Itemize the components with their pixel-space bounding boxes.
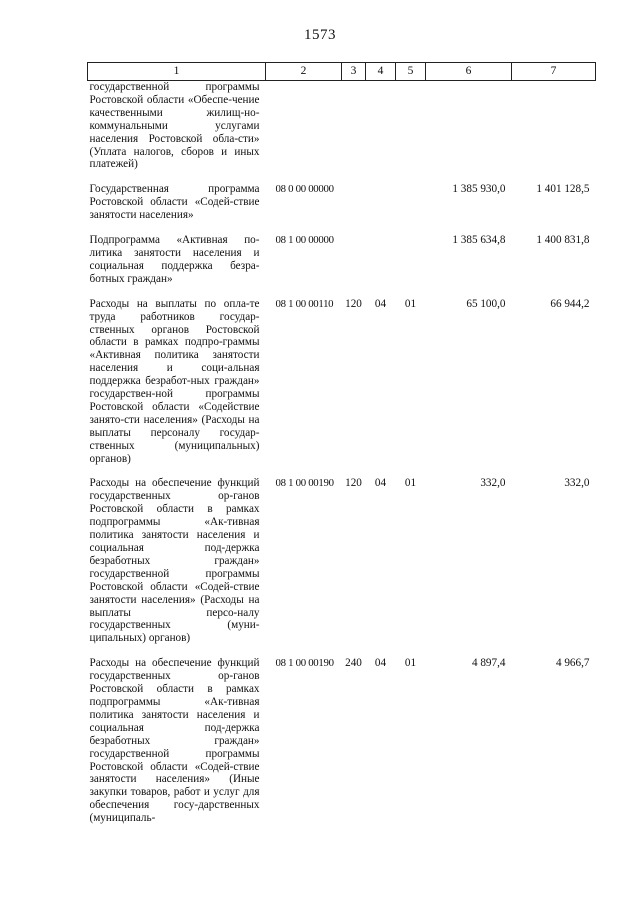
page-number: 1573 <box>304 27 336 43</box>
row-name: Расходы на выплаты по опла-те труда работников государ-ственных органов Ростовской области в рамках подпро-граммы «Активная политика занятости населения и соци-альная поддержка безработ-ных граждан» государствен-ной программы Ростовской области «Содействие занято-сти населения» (Расходы на выплаты персоналу государ-ственных (муниципальных) органов) <box>89 297 260 465</box>
row-code: 08 0 00 00000 <box>275 183 334 196</box>
row-name: Расходы на обеспечение функций государственных ор-ганов Ростовской области в рамках подпрограммы «Ак-тивная политика занятости населения и социальная под-держка безработных граждан» государственной программы Ростовской области «Содей-ствие занятости населения» (Иные закупки товаров, работ и услуг для обеспечения госу-дарственных (муниципаль- <box>89 657 260 825</box>
row-name: Расходы на обеспечение функций государственных ор-ганов Ростовской области в рамках подпрограммы «Ак-тивная политика занятости населения и социальная под-держка безработных граждан» государственной программы Ростовской области «Содей-ствие занятости населения» (Расходы на выплаты персо-налу государственных (муни-ципальных) органов) <box>89 477 260 645</box>
row-subsection: 01 <box>404 297 417 310</box>
row-amount-year2: 332,0 <box>564 477 590 490</box>
row-amount-year2: 66 944,2 <box>550 297 590 310</box>
header-col-3: 3 <box>342 63 366 81</box>
row-code: 08 1 00 00110 <box>275 297 334 310</box>
row-code: 08 1 00 00000 <box>275 234 334 247</box>
row-section: 04 <box>374 477 387 490</box>
header-col-1: 1 <box>88 63 266 81</box>
row-expense-type: 120 <box>345 477 362 490</box>
table-row <box>88 657 596 825</box>
table-row <box>88 477 596 645</box>
header-col-6: 6 <box>426 63 512 81</box>
header-col-5: 5 <box>396 63 426 81</box>
row-section <box>366 234 396 286</box>
row-amount-year1: 332,0 <box>480 477 506 490</box>
row-expense-type: 240 <box>345 657 362 670</box>
table-row <box>88 234 596 286</box>
row-code: 08 1 00 00190 <box>275 657 334 670</box>
row-code <box>266 81 342 172</box>
row-section <box>366 81 396 172</box>
row-amount-year2: 1 400 831,8 <box>536 234 590 247</box>
row-amount-year2: 4 966,7 <box>555 657 590 670</box>
row-expense-type <box>342 81 366 172</box>
row-name: Подпрограмма «Активная по-литика занятости населения и социальная поддержка безра-ботных граждан» <box>89 234 260 285</box>
row-amount-year1: 1 385 930,0 <box>452 183 506 196</box>
row-amount-year1: 4 897,4 <box>471 657 506 670</box>
budget-table <box>87 62 596 825</box>
header-col-4: 4 <box>366 63 396 81</box>
row-expense-type <box>342 234 366 286</box>
row-amount-year1 <box>426 81 512 172</box>
row-code: 08 1 00 00190 <box>275 477 334 490</box>
row-section <box>366 183 396 222</box>
row-amount-year1: 65 100,0 <box>466 297 506 310</box>
row-name: Государственная программа Ростовской области «Содей-ствие занятости населения» <box>89 183 260 222</box>
row-subsection: 01 <box>404 657 417 670</box>
table-row <box>88 183 596 222</box>
row-subsection <box>396 234 426 286</box>
row-subsection <box>396 81 426 172</box>
row-subsection <box>396 183 426 222</box>
row-expense-type <box>342 183 366 222</box>
row-amount-year1: 1 385 634,8 <box>452 234 506 247</box>
row-section: 04 <box>374 657 387 670</box>
row-subsection: 01 <box>404 477 417 490</box>
table-header-row <box>88 63 596 81</box>
header-col-2: 2 <box>266 63 342 81</box>
row-amount-year2: 1 401 128,5 <box>536 183 590 196</box>
row-name: государственной программы Ростовской области «Обеспе-чение качественными жилищ-но-коммунальными услугами населения Ростовской обла-сти» (Уплата налогов, сборов и иных платежей) <box>89 81 260 171</box>
row-section: 04 <box>374 297 387 310</box>
row-amount-year2 <box>512 81 596 172</box>
header-col-7: 7 <box>512 63 596 81</box>
table-row <box>88 298 596 466</box>
row-expense-type: 120 <box>345 297 362 310</box>
table-row <box>88 81 596 172</box>
